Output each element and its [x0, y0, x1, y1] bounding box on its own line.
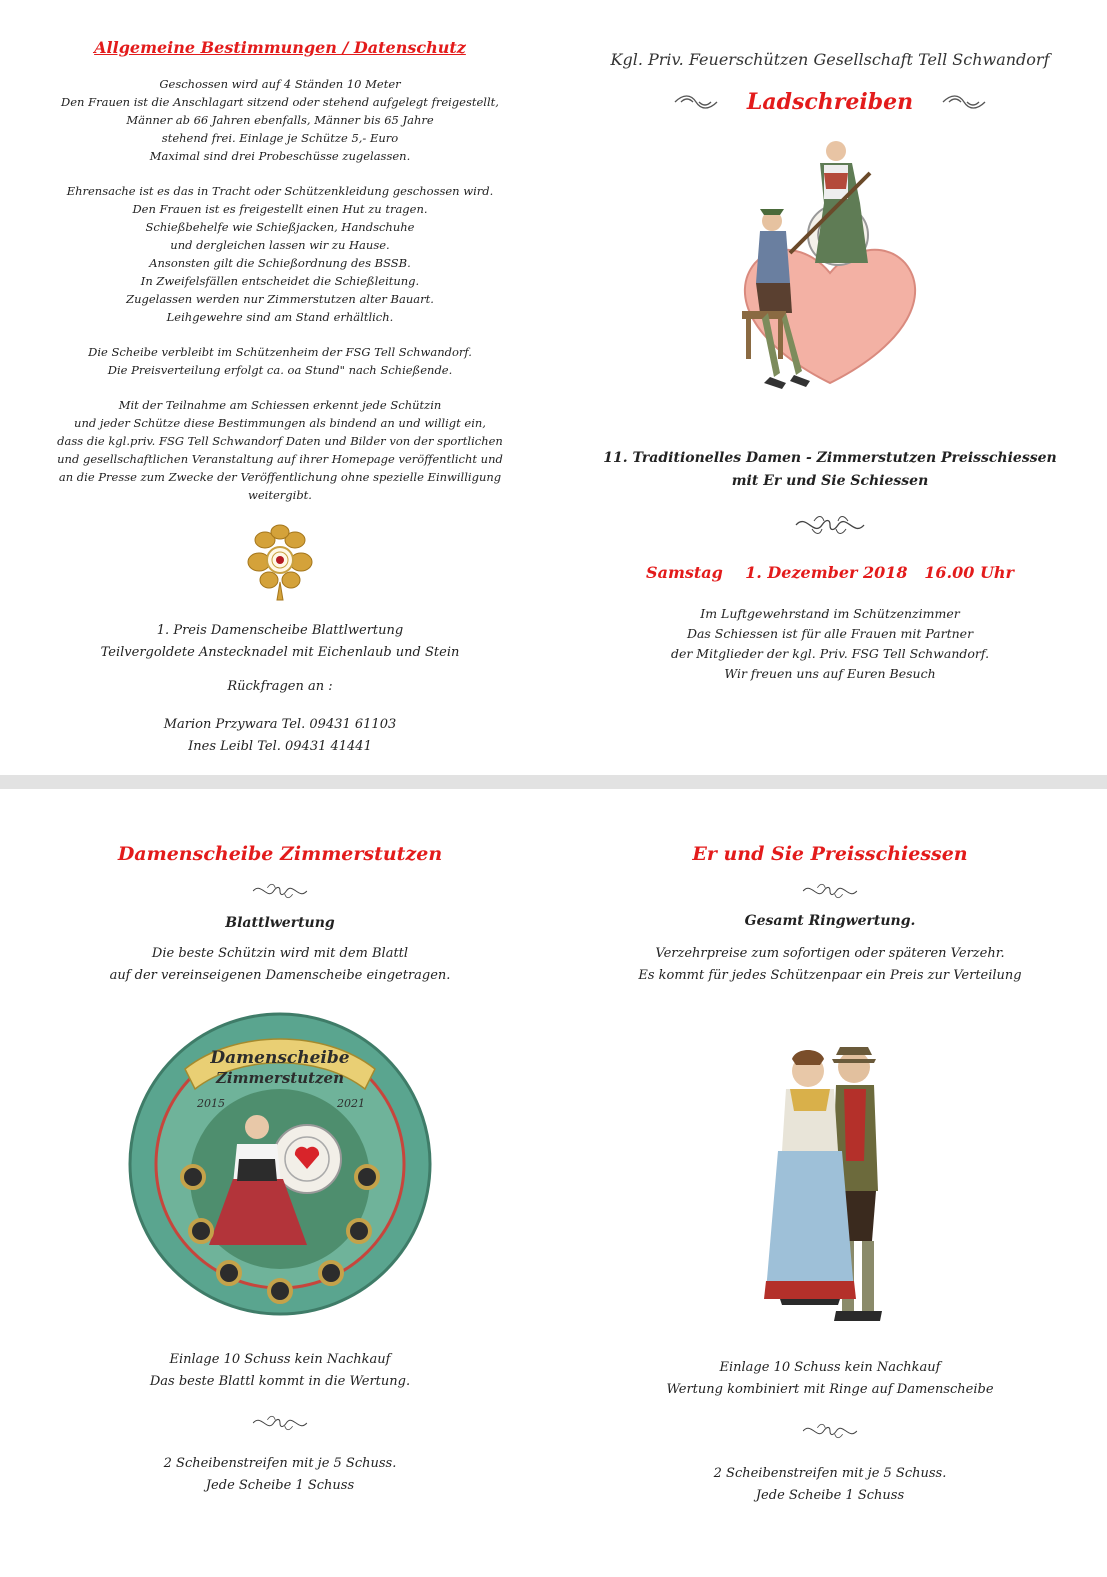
flourish-ornament-icon: [800, 879, 860, 903]
rules-paragraph-2: Ehrensache ist es das in Tracht oder Schützenkleidung geschossen wird. Den Frauen ist es freigestellt einen Hut zu tragen. Schießbehelfe wie Schießjacken, Handschuhe und dergleichen lassen wir zu Hause. Ansonsten gilt die Schießordnung des BSSB. In Zweifelsfällen entscheidet die Schießleitung. Zugelassen werden nur Zimmerstutzen alter Bauart. Leihgewehre sind am Stand erhältlich.: [66, 184, 494, 324]
rules-paragraph-3: Die Scheibe verbleibt im Schützenheim der FSG Tell Schwandorf. Die Preisverteilung erfolgt ca. oa Stund" nach Schießende.: [88, 345, 472, 377]
damenscheibe-target-image: [125, 1009, 435, 1319]
er-und-sie-title: Er und Sie Preisschiessen: [692, 843, 968, 865]
event-details: Im Luftgewehrstand im Schützenzimmer Das Schiessen ist für alle Frauen mit Partner der Mitglieder der kgl. Priv. FSG Tell Schwandorf. Wir freuen uns auf Euren Besuch: [670, 606, 990, 681]
prize-text: 1. Preis Damenscheibe Blattlwertung Teilvergoldete Anstecknadel mit Eichenlaub und Stein: [100, 623, 460, 660]
damenscheibe-title: Damenscheibe Zimmerstutzen: [117, 843, 443, 865]
target-year-right: 2021: [337, 1097, 365, 1110]
contact-2: Ines Leibl Tel. 09431 41441: [188, 739, 372, 754]
rules-title: Allgemeine Bestimmungen / Datenschutz: [94, 38, 466, 57]
er-und-sie-description: Verzehrpreise zum sofortigen oder späteren Verzehr. Es kommt für jedes Schützenpaar ein Preis zur Verteilung: [638, 946, 1022, 983]
target-year-left: 2015: [197, 1097, 225, 1110]
gold-oak-pin-icon: [245, 522, 315, 602]
page-separator: [0, 775, 1107, 789]
er-und-sie-subtitle: Gesamt Ringwertung.: [744, 913, 916, 929]
damenscheibe-strips: 2 Scheibenstreifen mit je 5 Schuss. Jede Scheibe 1 Schuss: [163, 1456, 397, 1493]
damenscheibe-panel: [30, 843, 530, 1497]
contact-list: [30, 714, 530, 758]
flourish-ornament-icon: [792, 511, 868, 539]
damenscheibe-subtitle: Blattlwertung: [225, 915, 335, 931]
er-und-sie-entry: Einlage 10 Schuss kein Nachkauf Wertung kombiniert mit Ringe auf Damenscheibe: [666, 1360, 994, 1397]
damenscheibe-entry: Einlage 10 Schuss kein Nachkauf Das beste Blattl kommt in die Wertung.: [149, 1352, 411, 1389]
invite-title: Ladschreiben: [746, 89, 914, 115]
flourish-left-icon: [673, 94, 719, 110]
flourish-ornament-icon: [250, 1411, 310, 1435]
traditional-couple-illustration: [750, 1041, 910, 1331]
contact-heading: Rückfragen an :: [227, 679, 333, 694]
shooting-couple-illustration: [720, 133, 940, 413]
rules-panel: [30, 38, 530, 758]
page-top: [0, 0, 1107, 775]
club-name: Kgl. Priv. Feuerschützen Gesellschaft Tell Schwandorf: [610, 50, 1050, 69]
target-banner-text: Damenscheibe: [210, 1048, 350, 1068]
rules-paragraph-4: Mit der Teilnahme am Schiessen erkennt jede Schützin und jeder Schütze diese Bestimmungen als bindend an und willigt ein, dass die kgl.priv. FSG Tell Schwandorf Daten und Bilder von der sportlichen und gesellschaftlichen Veranstaltung auf ihrer Homepage veröffentlicht und an die Presse zum Zwecke der Veröffentlichung ohne spezielle Einwilligung weitergibt.: [57, 398, 503, 502]
er-und-sie-strips: 2 Scheibenstreifen mit je 5 Schuss. Jede Scheibe 1 Schuss: [713, 1466, 947, 1503]
flourish-ornament-icon: [800, 1419, 860, 1443]
invite-title-row: [585, 89, 1075, 115]
er-und-sie-panel: [585, 843, 1075, 1507]
invite-panel: [585, 50, 1075, 684]
event-name: 11. Traditionelles Damen - Zimmerstutzen Preisschiessen mit Er und Sie Schiessen: [603, 450, 1057, 489]
rules-paragraph-1: Geschossen wird auf 4 Ständen 10 Meter Den Frauen ist die Anschlagart sitzend oder stehend aufgelegt freigestellt, Männer ab 66 Jahren ebenfalls, Männer bis 65 Jahre stehend frei. Einlage je Schütze 5,- Euro Maximal sind drei Probeschüsse zugelassen.: [61, 77, 499, 163]
target-sub-text: Zimmerstutzen: [215, 1069, 345, 1087]
flourish-ornament-icon: [250, 879, 310, 903]
contact-1: Marion Przywara Tel. 09431 61103: [163, 717, 397, 732]
event-date: Samstag 1. Dezember 2018 16.00 Uhr: [646, 563, 1014, 582]
page-bottom: [0, 789, 1107, 1577]
damenscheibe-description: Die beste Schützin wird mit dem Blattl auf der vereinseigenen Damenscheibe eingetragen.: [109, 946, 451, 983]
flourish-right-icon: [941, 94, 987, 110]
